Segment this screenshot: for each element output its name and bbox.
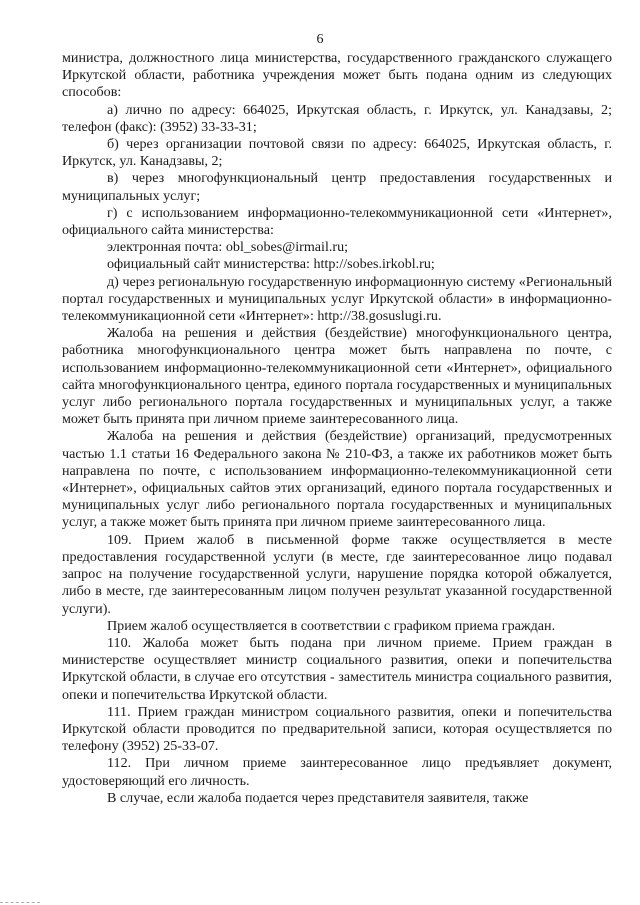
page-number: 6 — [316, 32, 324, 47]
paragraph-representative: В случае, если жалоба подается через представителя заявителя, также — [107, 789, 529, 806]
list-item-g: г) с использованием информационно-телекоммуникационной сети «Интернет», официального сайта министерства: — [62, 204, 612, 239]
document-body — [62, 50, 612, 807]
paragraph-continuation: министра, должностного лица министерства, государственного гражданского служащего Иркутской области, работника учреждения может быть подана одним из следующих способов: — [62, 50, 612, 101]
website-line: официальный сайт министерства: http://sobes.irkobl.ru; — [107, 256, 435, 273]
clause-112: 112. При личном приеме заинтересованное лицо предъявляет документ, удостоверяющий его личность. — [62, 755, 612, 789]
list-item-a: а) лично по адресу: 664025, Иркутская область, г. Иркутск, ул. Канадзавы, 2; телефон (факс): (3952) 33-33-31; — [62, 101, 612, 135]
paragraph-schedule: Прием жалоб осуществляется в соответствии с графиком приема граждан. — [107, 617, 556, 634]
clause-110: 110. Жалоба может быть подана при личном приеме. Прием граждан в министерстве осуществляет министр социального развития, опеки и попечительства Иркутской области, в случае его отсутствия - заместитель министра социального развития, опеки и попечительства Иркутской области. — [62, 634, 612, 703]
email-line: электронная почта: obl_sobes@irmail.ru; — [107, 239, 349, 256]
paragraph-mfc-complaint: Жалоба на решения и действия (бездействие) многофункционального центра, работника многофункционального центра может быть направлена по почте, с использованием информационно-телекоммуникационной сети «Интернет», официального сайта многофункционального центра, единого портала государственных и муниципальных услуг либо регионального портала государственных и муниципальных услуг, а также может быть принята при личном приеме заинтересованного лица. — [62, 325, 612, 428]
list-item-d: д) через региональную государственную информационную систему «Региональный портал государственных и муниципальных услуг Иркутской области» в информационно-телекоммуникационной сети «Интернет»: http://38.gosuslugi.ru. — [62, 273, 612, 325]
list-item-v: в) через многофункциональный центр предоставления государственных и муниципальных услуг; — [62, 170, 612, 204]
clause-109: 109. Прием жалоб в письменной форме также осуществляется в месте предоставления государственной услуги (в месте, где заинтересованное лицо подавал запрос на получение государственной услуги, нарушение порядка которой обжалуется, либо в месте, где заинтересованным лицом получен результат указанной государственной услуги). — [62, 531, 612, 617]
clause-111: 111. Прием граждан министром социального развития, опеки и попечительства Иркутской области проводится по предварительной записи, которая осуществляется по телефону (3952) 25-33-07. — [62, 703, 612, 755]
list-item-b: б) через организации почтовой связи по адресу: 664025, Иркутская область, г. Иркутск, ул. Канадзавы, 2; — [62, 136, 612, 170]
paragraph-organizations-complaint: Жалоба на решения и действия (бездействие) организаций, предусмотренных частью 1.1 статьи 16 Федерального закона № 210-ФЗ, а также их работников может быть направлена по почте, с использованием информационно-телекоммуникационной сети «Интернет», официальных сайтов этих организаций, единого портала государственных и муниципальных услуг либо регионального портала государственных и муниципальных услуг, а также может быть принята при личном приеме заинтересованного лица. — [62, 428, 612, 531]
